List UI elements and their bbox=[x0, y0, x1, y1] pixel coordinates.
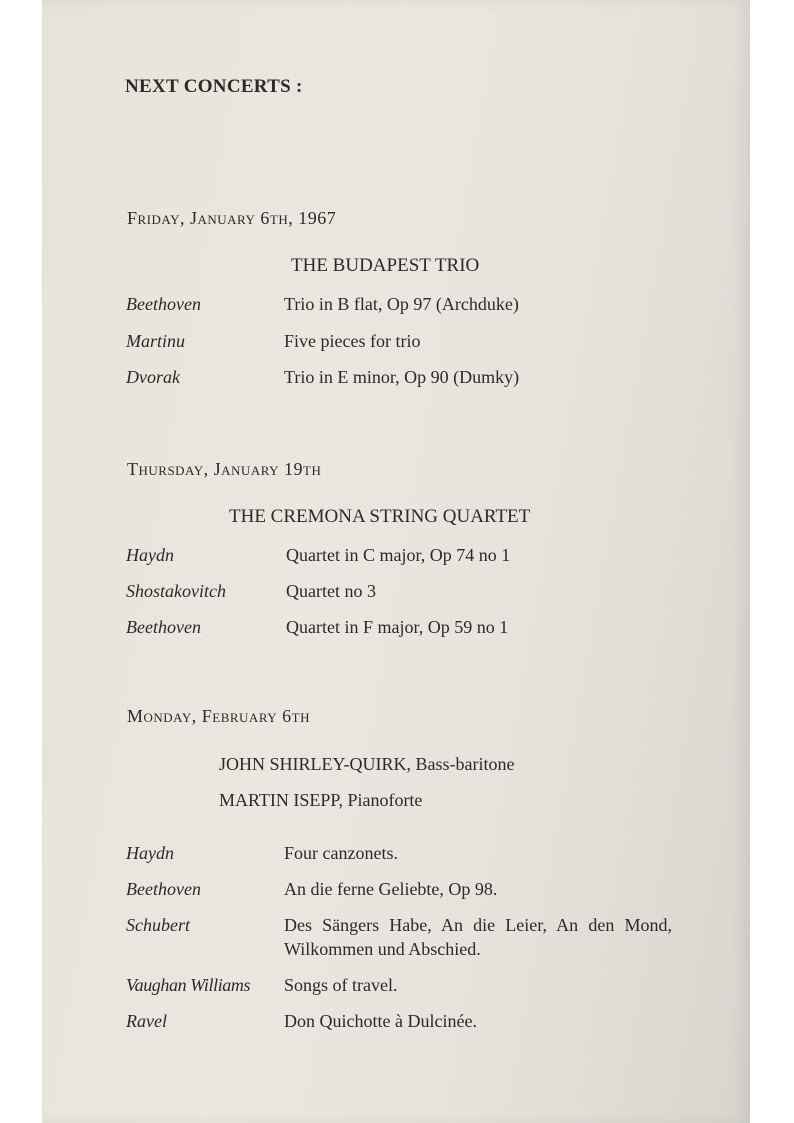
work-title: Four canzonets. bbox=[284, 843, 398, 863]
composer-name: Vaughan Williams bbox=[126, 975, 251, 995]
concert-date: Monday, February 6th bbox=[127, 706, 310, 726]
work-title: An die ferne Geliebte, Op 98. bbox=[284, 879, 498, 899]
work-title: Quartet in C major, Op 74 no 1 bbox=[286, 545, 511, 565]
concert-date: Thursday, January 19th bbox=[127, 459, 322, 479]
composer-name: Haydn bbox=[126, 843, 174, 863]
performer-name: MARTIN ISEPP, Pianoforte bbox=[219, 790, 423, 810]
composer-name: Beethoven bbox=[126, 879, 201, 899]
performer-name: JOHN SHIRLEY-QUIRK, Bass-baritone bbox=[219, 754, 515, 774]
composer-name: Haydn bbox=[126, 545, 174, 565]
work-title: Five pieces for trio bbox=[284, 331, 421, 351]
performer-name: THE BUDAPEST TRIO bbox=[291, 255, 480, 276]
work-title: Songs of travel. bbox=[284, 975, 398, 995]
composer-name: Shostakovitch bbox=[126, 581, 226, 601]
work-title: Quartet in F major, Op 59 no 1 bbox=[286, 617, 509, 637]
composer-name: Beethoven bbox=[126, 617, 201, 637]
composer-name: Beethoven bbox=[126, 294, 201, 314]
work-title: Des Sängers Habe, An die Leier, An den Mond, Wilkommen und Abschied. bbox=[284, 915, 672, 959]
composer-name: Schubert bbox=[126, 915, 190, 935]
concert-date: Friday, January 6th, 1967 bbox=[127, 208, 337, 228]
composer-name: Dvorak bbox=[126, 367, 180, 387]
performer-name: THE CREMONA STRING QUARTET bbox=[229, 506, 531, 527]
work-title: Trio in E minor, Op 90 (Dumky) bbox=[284, 367, 520, 387]
program-sheet bbox=[42, 0, 750, 1123]
work-title: Trio in B flat, Op 97 (Archduke) bbox=[284, 294, 519, 314]
work-title: Quartet no 3 bbox=[286, 581, 376, 601]
composer-name: Martinu bbox=[126, 331, 186, 351]
page-heading: NEXT CONCERTS : bbox=[125, 76, 303, 97]
composer-name: Ravel bbox=[126, 1011, 167, 1031]
work-title: Don Quichotte à Dulcinée. bbox=[284, 1011, 477, 1031]
